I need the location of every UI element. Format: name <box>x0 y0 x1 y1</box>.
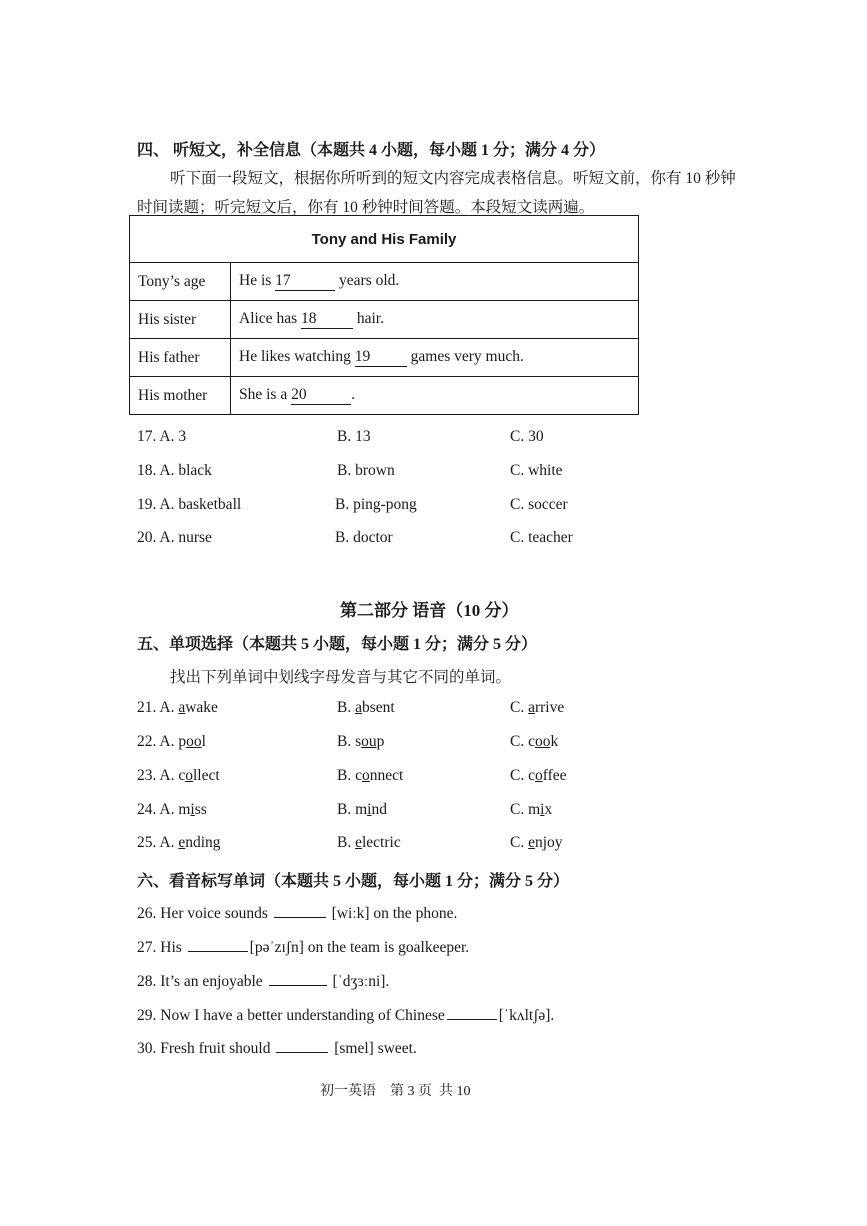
q18-option-c: C. white <box>510 462 563 479</box>
q22-option-c: C. cook <box>510 733 559 750</box>
row-text-before: He is <box>239 272 276 289</box>
q23-option-a: 23. A. collect <box>137 767 220 784</box>
q20-option-b: B. doctor <box>335 529 393 546</box>
q20-option-c: C. teacher <box>510 529 573 546</box>
section4-heading: 四、 听短文，补全信息（本题共 4 小题，每小题 1 分；满分 4 分） <box>137 142 606 159</box>
table-row <box>130 377 639 415</box>
q24-option-a: 24. A. miss <box>137 801 207 818</box>
section6-heading: 六、看音标写单词（本题共 5 小题，每小题 1 分；满分 5 分） <box>137 873 570 890</box>
q25-option-c: C. enjoy <box>510 834 563 851</box>
answer-blank[interactable] <box>447 1004 497 1020</box>
q29: 29. Now I have a better understanding of Chinese [ˈkʌltʃə]. <box>137 1004 554 1025</box>
part2-title: 第二部分 语音（10 分） <box>340 601 519 620</box>
row-text-after: . <box>351 386 355 403</box>
q19-option-b: B. ping-pong <box>335 496 417 513</box>
q25-option-a: 25. A. ending <box>137 834 221 851</box>
info-table <box>129 215 639 415</box>
q24-option-b: B. mind <box>337 801 387 818</box>
q30: 30. Fresh fruit should [smel] sweet. <box>137 1037 417 1058</box>
section4-instruction-line2: 时间读题；听完短文后，你有 10 秒钟时间答题。本段短文读两遍。 <box>137 199 595 216</box>
row-content <box>231 377 639 415</box>
table-row <box>130 301 639 339</box>
q21-option-c: C. arrive <box>510 699 565 716</box>
section4-instruction-line1: 听下面一段短文，根据你所听到的短文内容完成表格信息。听短文前，你有 10 秒钟 <box>170 170 736 187</box>
row-content <box>231 339 639 377</box>
q23-option-c: C. coffee <box>510 767 567 784</box>
answer-blank[interactable] <box>188 936 248 952</box>
q20-option-a: 20. A. nurse <box>137 529 212 546</box>
q22-option-b: B. soup <box>337 733 385 750</box>
row-text-before: Alice has <box>239 310 301 327</box>
q22-option-a: 22. A. pool <box>137 733 206 750</box>
section5-heading: 五、单项选择（本题共 5 小题，每小题 1 分；满分 5 分） <box>137 636 538 653</box>
row-text-after: games very much. <box>406 348 524 365</box>
answer-blank[interactable] <box>276 1037 328 1053</box>
answer-blank[interactable]: 20 <box>291 386 351 405</box>
row-text-after: hair. <box>352 310 384 327</box>
table-row <box>130 263 639 301</box>
page-footer: 初一英语 第 3 页 共 10 <box>320 1084 471 1099</box>
q28: 28. It’s an enjoyable [ˈdʒɜːni]. <box>137 970 389 991</box>
row-label: His mother <box>130 377 231 415</box>
row-content <box>231 301 639 339</box>
q18-option-b: B. brown <box>337 462 395 479</box>
answer-blank[interactable]: 17 <box>275 272 335 291</box>
row-text-before: He likes watching <box>239 348 355 365</box>
q21-option-a: 21. A. awake <box>137 699 218 716</box>
q17-option-a: 17. A. 3 <box>137 428 187 445</box>
row-label: His sister <box>130 301 231 339</box>
q25-option-b: B. electric <box>337 834 401 851</box>
answer-blank[interactable]: 18 <box>301 310 353 329</box>
q24-option-c: C. mix <box>510 801 553 818</box>
row-label: His father <box>130 339 231 377</box>
section5-instruction: 找出下列单词中划线字母发音与其它不同的单词。 <box>170 669 512 686</box>
row-content <box>231 263 639 301</box>
answer-blank[interactable] <box>274 902 326 918</box>
q19-option-a: 19. A. basketball <box>137 496 242 513</box>
answer-blank[interactable] <box>269 970 327 986</box>
q17-option-c: C. 30 <box>510 428 544 445</box>
q23-option-b: B. connect <box>337 767 404 784</box>
q26: 26. Her voice sounds [wiːk] on the phone. <box>137 902 457 923</box>
row-text-before: She is a <box>239 386 292 403</box>
q19-option-c: C. soccer <box>510 496 568 513</box>
q27: 27. His [pəˈzɪʃn] on the team is goalkeeper. <box>137 936 469 957</box>
q21-option-b: B. absent <box>337 699 395 716</box>
q18-option-a: 18. A. black <box>137 462 212 479</box>
row-label: Tony’s age <box>130 263 231 301</box>
table-title: Tony and His Family <box>130 216 639 263</box>
table-row <box>130 339 639 377</box>
row-text-after: years old. <box>335 272 400 289</box>
q17-option-b: B. 13 <box>337 428 371 445</box>
answer-blank[interactable]: 19 <box>355 348 407 367</box>
